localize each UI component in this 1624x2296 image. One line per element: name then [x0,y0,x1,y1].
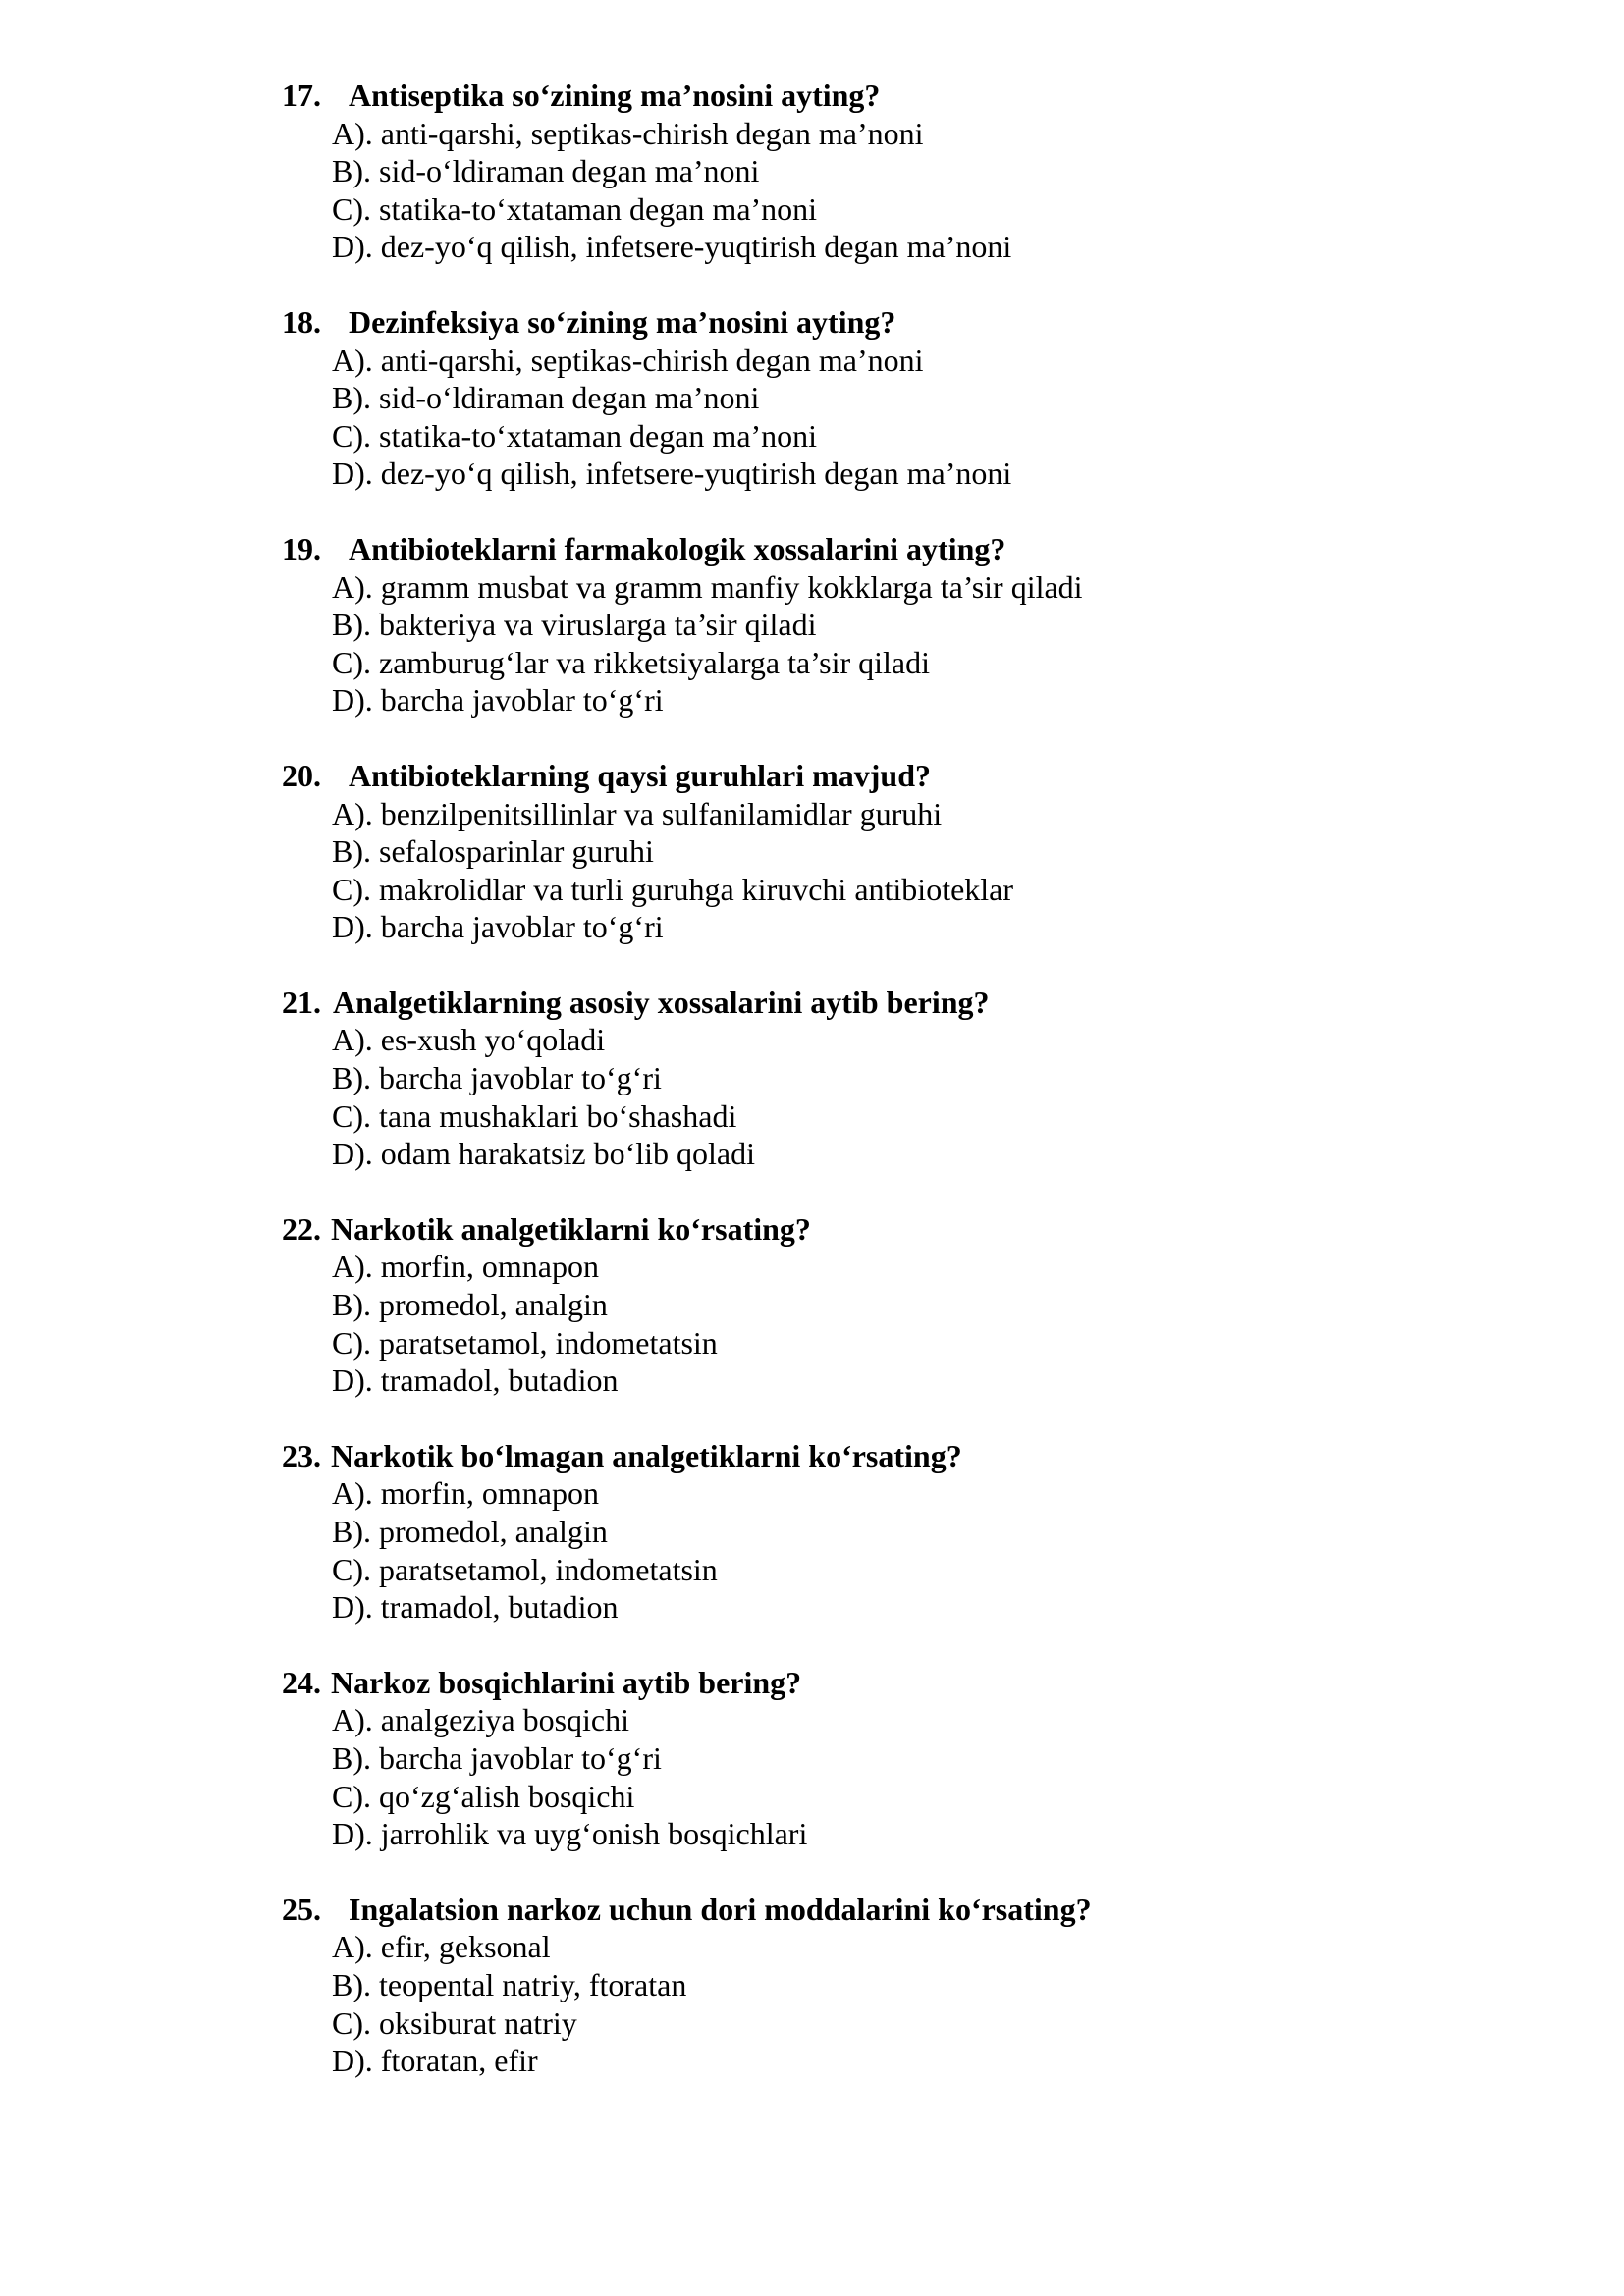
answer-option: B). sid-o‘ldiraman degan ma’noni [332,153,760,189]
question-item [282,1437,1460,1627]
question-title [282,1891,1460,1929]
answer-option: C). statika-to‘xtataman degan ma’noni [332,190,818,227]
answer-option: D). dez-yo‘q qilish, infetsere-yuqtirish degan ma’noni [332,455,1012,492]
answer-option: D). jarrohlik va uyg‘onish bosqichlari [332,1816,808,1852]
question-text: Antibioteklarni farmakologik xossalarini ayting? [349,530,1006,566]
answer-option: A). es-xush yo‘qoladi [332,1022,606,1058]
answer-option: D). odam harakatsiz bo‘lib qoladi [332,1136,755,1172]
answer-option: A). morfin, omnapon [332,1249,599,1285]
answer-option: D). tramadol, butadion [332,1362,619,1399]
question-item [282,1210,1460,1400]
answer-option: B). bakteriya va viruslarga ta’sir qiladi [332,607,817,643]
question-title [282,1210,1460,1249]
question-number: 23. [282,1437,321,1473]
question-text: Ingalatsion narkoz uchun dori moddalarini ko‘rsating? [349,1891,1092,1927]
question-item [282,1891,1460,2080]
question-number: 20. [282,757,321,793]
question-item [282,303,1460,493]
answer-option: D). barcha javoblar to‘g‘ri [332,909,664,945]
answer-option: C). statika-to‘xtataman degan ma’noni [332,417,818,454]
question-title [282,1664,1460,1702]
answer-option: A). benzilpenitsillinlar va sulfanilamidlar guruhi [332,795,943,831]
question-text: Dezinfeksiya so‘zining ma’nosini ayting? [349,303,896,340]
answer-option: D). dez-yo‘q qilish, infetsere-yuqtirish degan ma’noni [332,229,1012,265]
question-item [282,984,1460,1173]
answer-option: B). promedol, analgin [332,1514,608,1549]
question-item [282,757,1460,946]
question-number: 25. [282,1891,321,1927]
question-number: 21. [282,984,321,1020]
answer-option: D). ftoratan, efir [332,2043,538,2079]
question-number: 19. [282,530,321,566]
question-title [282,530,1460,568]
answer-option: C). oksiburat natriy [332,2004,577,2041]
answer-option: D). tramadol, butadion [332,1589,619,1626]
question-text: Narkoz bosqichlarini aytib bering? [331,1664,802,1700]
answer-option: B). teopental natriy, ftoratan [332,1966,687,2002]
answer-option: B). promedol, analgin [332,1287,608,1323]
answer-option: C). paratsetamol, indometatsin [332,1324,718,1361]
answer-option: B). sid-o‘ldiraman degan ma’noni [332,380,760,416]
answer-option: A). morfin, omnapon [332,1475,599,1512]
answer-option: B). barcha javoblar to‘g‘ri [332,1060,662,1096]
question-title [282,1437,1460,1475]
answer-option: A). anti-qarshi, septikas-chirish degan ma’noni [332,115,924,151]
question-item [282,77,1460,266]
question-text: Antibioteklarning qaysi guruhlari mavjud? [349,757,931,793]
answer-option: D). barcha javoblar to‘g‘ri [332,682,664,719]
question-title [282,77,1460,115]
question-text: Narkotik bo‘lmagan analgetiklarni ko‘rsating? [331,1437,962,1473]
question-item [282,1664,1460,1853]
question-number: 18. [282,303,321,340]
question-number: 22. [282,1210,321,1247]
answer-option: C). makrolidlar va turli guruhga kiruvchi antibioteklar [332,871,1014,907]
answer-option: C). zamburug‘lar va rikketsiyalarga ta’sir qiladi [332,644,930,680]
answer-option: B). sefalosparinlar guruhi [332,833,654,870]
question-text: Narkotik analgetiklarni ko‘rsating? [331,1210,811,1247]
question-number: 24. [282,1664,321,1700]
answer-option: C). qo‘zg‘alish bosqichi [332,1778,635,1814]
question-number: 17. [282,78,321,113]
answer-option: A). analgeziya bosqichi [332,1702,629,1738]
answer-option: C). paratsetamol, indometatsin [332,1551,718,1587]
answer-option: C). tana mushaklari bo‘shashadi [332,1097,737,1134]
question-list [282,77,1460,2117]
question-text: Analgetiklarning asosiy xossalarini aytib bering? [333,984,990,1020]
answer-option: A). anti-qarshi, septikas-chirish degan ma’noni [332,342,924,378]
answer-option: A). efir, geksonal [332,1929,551,1965]
answer-option: A). gramm musbat va gramm manfiy kokklarga ta’sir qiladi [332,568,1083,605]
question-text: Antiseptika so‘zining ma’nosini ayting? [349,78,881,113]
question-item [282,530,1460,720]
question-title [282,757,1460,795]
question-title [282,984,1460,1022]
answer-option: B). barcha javoblar to‘g‘ri [332,1739,662,1776]
question-title [282,303,1460,342]
